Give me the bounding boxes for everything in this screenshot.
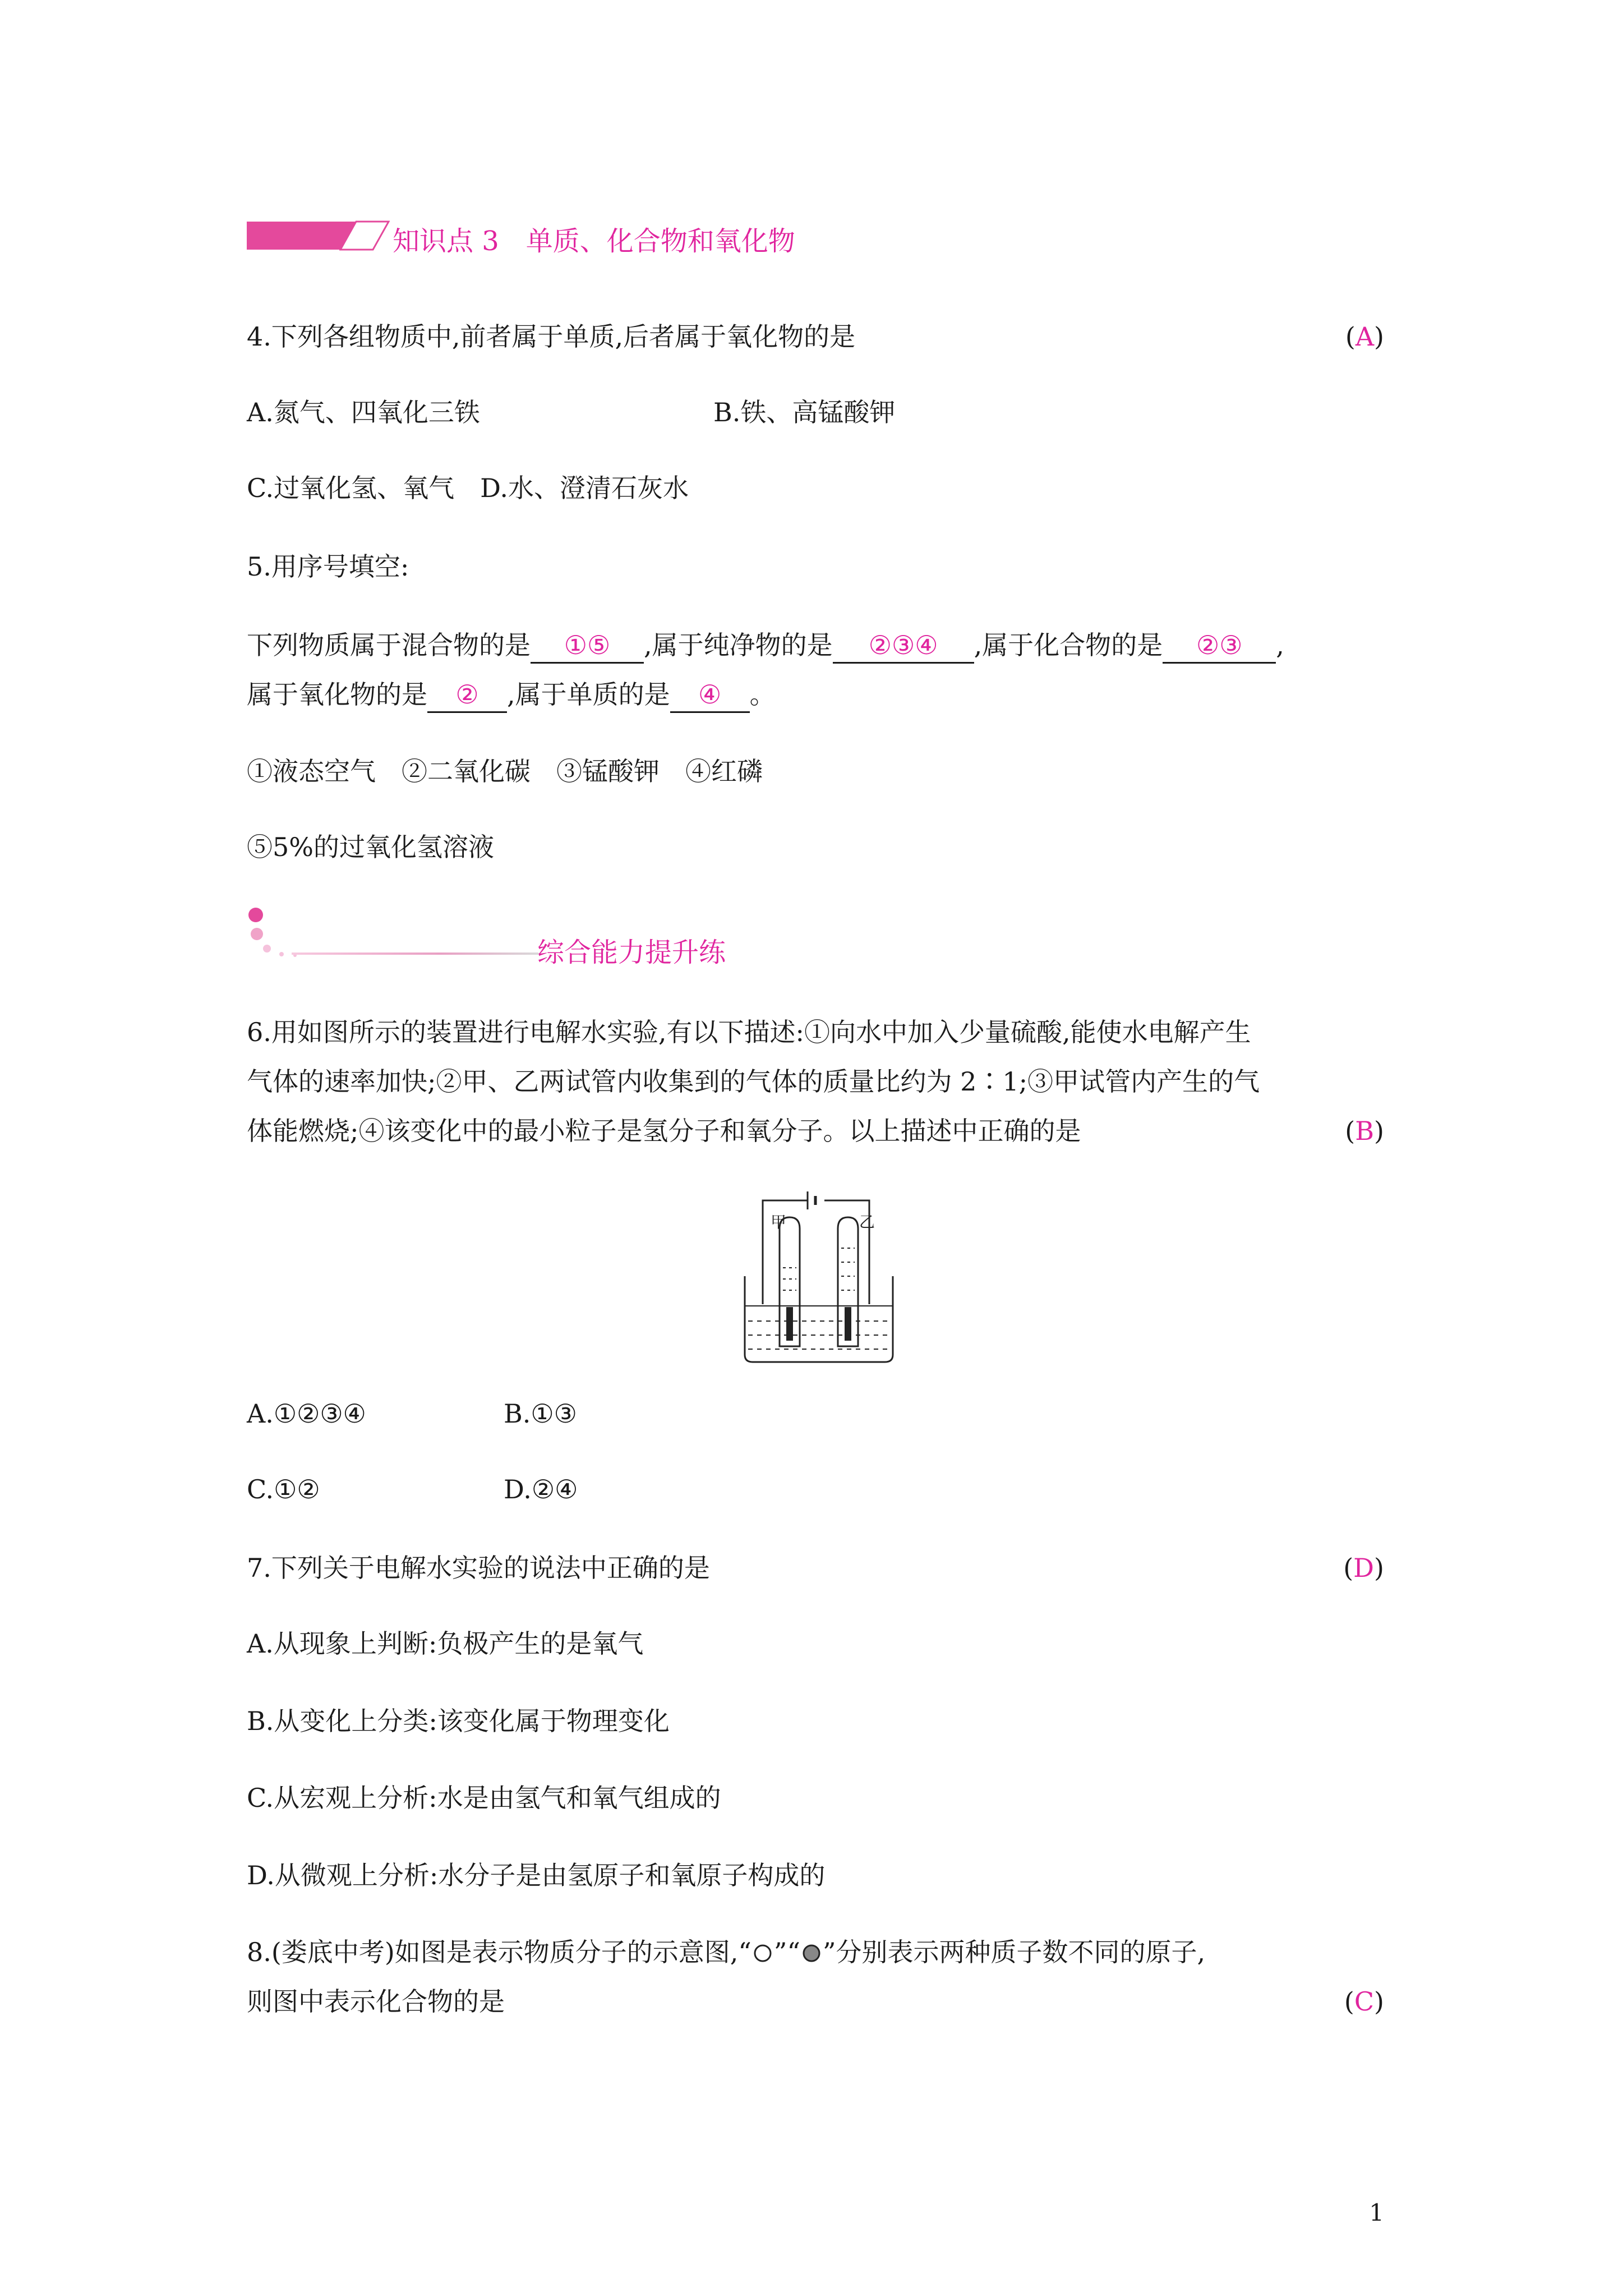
q7-answer: (D): [1343, 1553, 1384, 1583]
q4-option-b: B.铁、高锰酸钾: [713, 397, 896, 427]
electrolysis-apparatus-diagram: [740, 1184, 897, 1369]
q6-stem-line1: 6.用如图所示的装置进行电解水实验,有以下描述:①向水中加入少量硫酸,能使水电解产生: [247, 1017, 1251, 1047]
tube-label-right: 乙: [859, 1213, 875, 1231]
q8-stem-line1: 8.(娄底中考)如图是表示物质分子的示意图,“ ”“ ”分别表示两种质子数不同的原子,: [247, 1937, 1206, 1967]
section2-decoration-line: [292, 951, 538, 956]
q4-stem: 4.下列各组物质中,前者属于单质,后者属于氧化物的是: [247, 321, 856, 352]
q6-stem-line2: 气体的速率加快;②甲、乙两试管内收集到的气体的质量比约为 2∶1;③甲试管内产生的气: [247, 1066, 1260, 1097]
q4-answer: (A): [1345, 321, 1384, 352]
q6-answer: (B): [1345, 1116, 1384, 1146]
q4-option-cd: C.过氧化氢、氧气 D.水、澄清石灰水: [247, 473, 689, 503]
q5-items-line2: ⑤5%的过氧化氢溶液: [247, 832, 494, 862]
q6-option-b: B.①③: [504, 1398, 577, 1429]
q5-blank-compound: ②③: [1163, 628, 1276, 664]
q5-items-line1: ①液态空气 ②二氧化碳 ③锰酸钾 ④红磷: [247, 756, 763, 786]
q5-stem: 5.用序号填空:: [247, 551, 409, 582]
q5-blank-mixture: ①⑤: [531, 628, 644, 664]
page-number: 1: [1369, 2199, 1384, 2226]
gray-atom-icon: [800, 1942, 823, 1964]
tube-label-left: 甲: [771, 1213, 787, 1231]
q6-option-c: C.①②: [247, 1474, 320, 1504]
q5-paragraph-line1: 下列物质属于混合物的是 ①⑤ ,属于纯净物的是 ②③④ ,属于化合物的是 ②③ ,: [247, 628, 1284, 664]
q7-option-a: A.从现象上判断:负极产生的是氧气: [247, 1628, 644, 1659]
q7-option-c: C.从宏观上分析:水是由氢气和氧气组成的: [247, 1783, 721, 1813]
q4-option-a: A.氮气、四氧化三铁: [247, 397, 480, 427]
q5-blank-element: ④: [670, 678, 750, 713]
q6-option-d: D.②④: [504, 1474, 578, 1504]
q8-stem-line2: 则图中表示化合物的是: [247, 1986, 505, 2017]
section-title-knowledge-3: 知识点 3 单质、化合物和氧化物: [393, 226, 795, 257]
q6-option-a: A.①②③④: [247, 1398, 366, 1429]
q5-blank-oxide: ②: [427, 678, 507, 713]
white-atom-icon: [751, 1942, 774, 1964]
q5-blank-pure: ②③④: [833, 628, 974, 664]
q7-option-d: D.从微观上分析:水分子是由氢原子和氧原子构成的: [247, 1860, 826, 1890]
q7-option-b: B.从变化上分类:该变化属于物理变化: [247, 1706, 670, 1736]
section-header-slant: [339, 219, 390, 252]
q5-paragraph-line2: 属于氧化物的是 ② ,属于单质的是 ④ 。: [247, 678, 776, 713]
section-title-comprehensive: 综合能力提升练: [537, 937, 726, 968]
q7-stem: 7.下列关于电解水实验的说法中正确的是: [247, 1553, 710, 1583]
q6-stem-line3: 体能燃烧;④该变化中的最小粒子是氢分子和氧分子。以上描述中正确的是: [247, 1116, 1081, 1146]
q8-answer: (C): [1344, 1986, 1384, 2017]
